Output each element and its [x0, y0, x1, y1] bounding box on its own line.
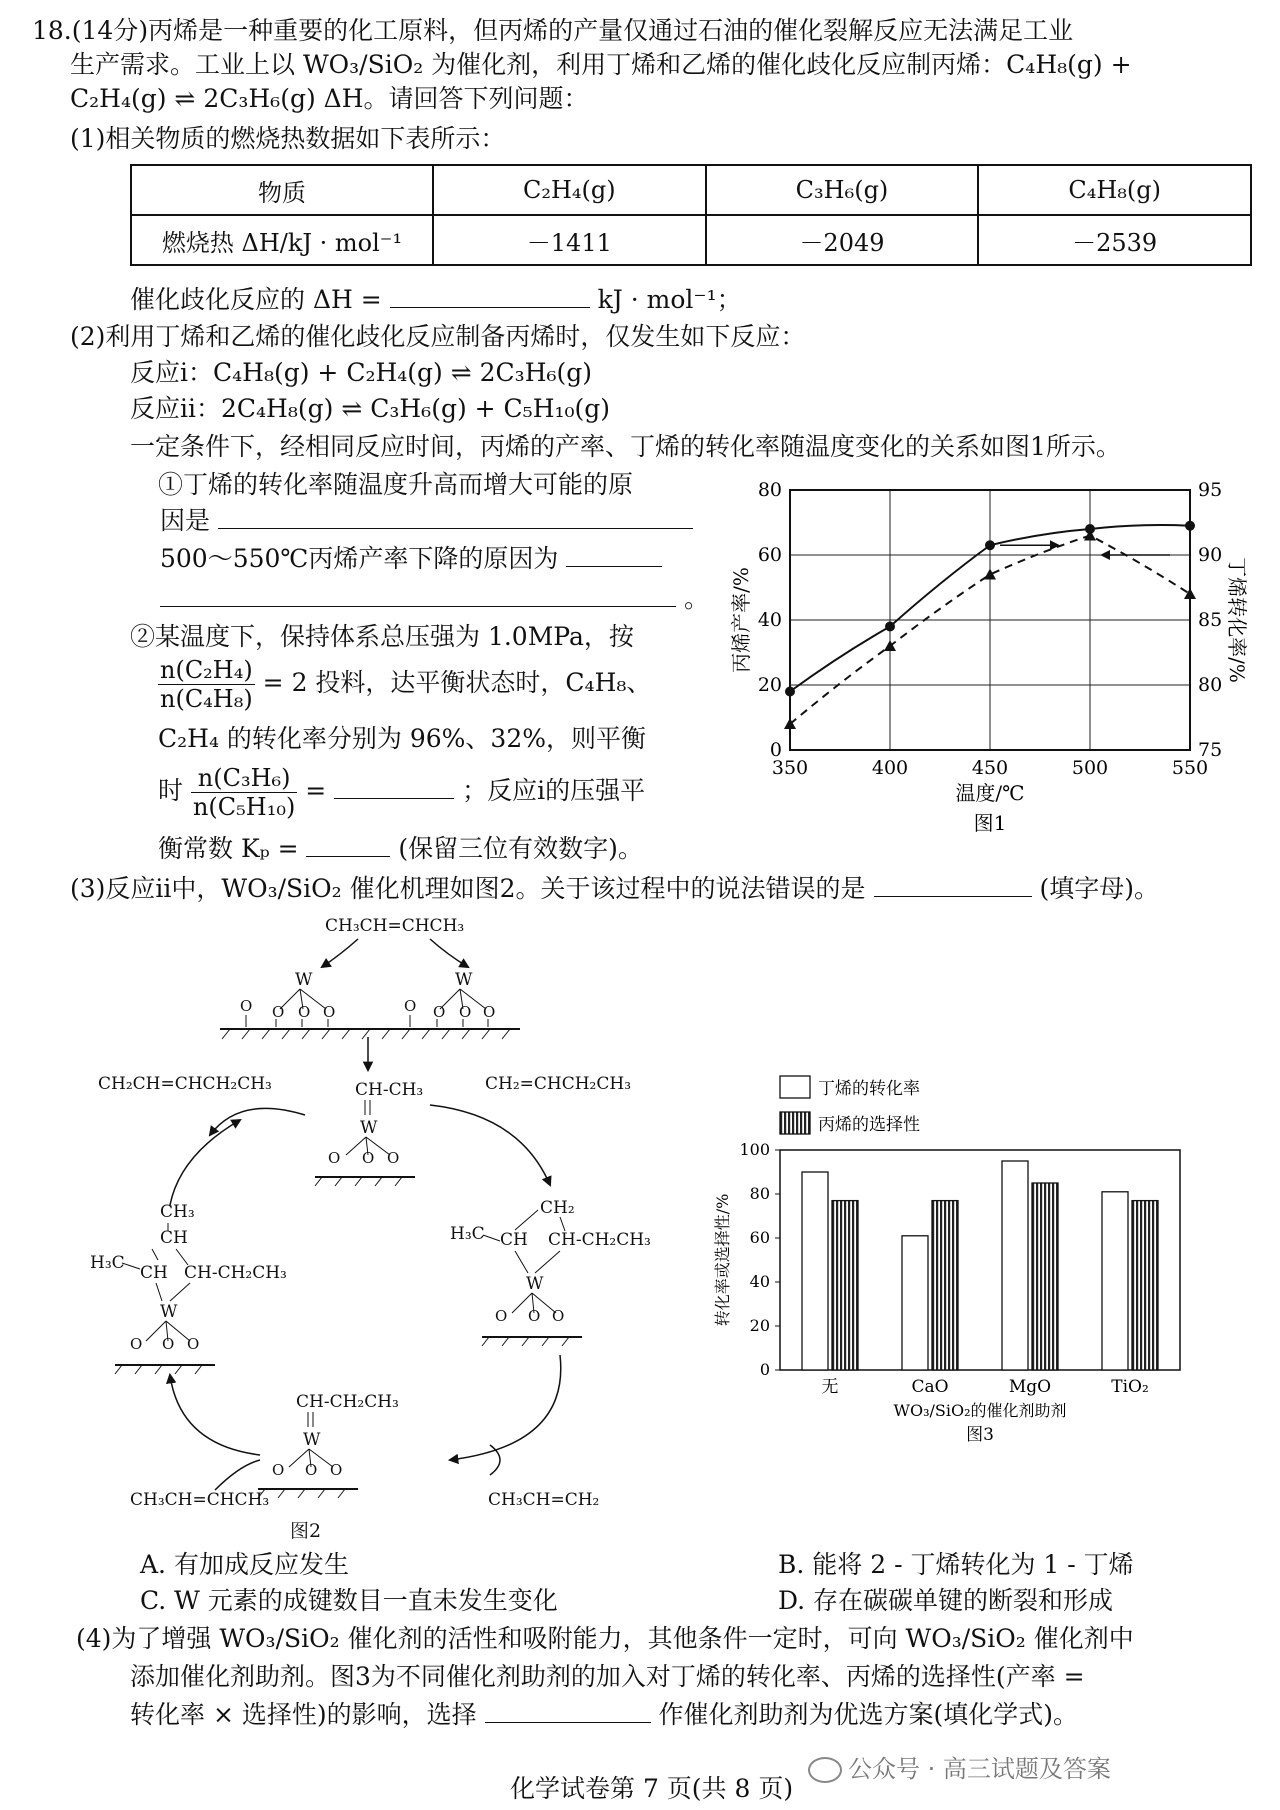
o-atom: O [187, 1335, 200, 1353]
part1-answer-line [130, 283, 742, 317]
w-atom: W [526, 1274, 544, 1294]
part2-q2-line5 [158, 832, 643, 866]
species-top: CH₃CH=CHCH₃ [325, 916, 465, 936]
part2-q2-equals: = [305, 776, 327, 805]
y2-tick-label: 80 [1198, 674, 1223, 696]
product-ratio-fraction [191, 764, 297, 821]
x-tick-label: 无 [821, 1377, 839, 1397]
figure1-chart [729, 470, 1249, 850]
w-atom: W [295, 970, 313, 990]
y-tick-label: 40 [749, 1272, 770, 1291]
part4-line1: (4)为了增强 WO₃/SiO₂ 催化剂的活性和吸附能力，其他条件一定时，可向 WO₃/SiO₂ 催化剂中 [76, 1624, 1134, 1653]
heat-table-header-cell: 物质 [131, 165, 433, 215]
bar-butene-conversion [1102, 1192, 1128, 1370]
surface-site [404, 970, 495, 1027]
data-point [1185, 521, 1195, 531]
part2-q2-line2 [158, 656, 651, 713]
part1-title: (1)相关物质的燃烧热数据如下表所示： [70, 124, 506, 153]
bar-butene-conversion [802, 1172, 828, 1370]
legend-label: 丁烯的转化率 [818, 1079, 920, 1099]
w-atom: W [160, 1302, 178, 1322]
part4-choose-label: 转化率 × 选择性)的影响，选择 [130, 1700, 477, 1729]
answer-blank[interactable] [566, 566, 662, 567]
y-tick-label: 80 [749, 1184, 770, 1203]
part3-title [70, 872, 1159, 906]
ring-left-h3c: H₃C [90, 1253, 125, 1273]
y-tick-label: 100 [739, 1140, 770, 1159]
reaction-ii: 反应ⅱ：2C₄H₈(g) ⇌ C₃H₆(g) + C₅H₁₀(g) [130, 394, 611, 423]
w-atom: W [455, 970, 473, 990]
part2-q1-label: 因是 [160, 506, 211, 535]
o-atom: O [240, 997, 253, 1015]
part2-q1-reason-label: 500～550℃丙烯产率下降的原因为 [160, 544, 559, 573]
species-right-up: CH₂=CHCH₂CH₃ [485, 1074, 632, 1094]
part4-hint: 作催化剂助剂为优选方案(填化学式)。 [658, 1700, 1079, 1729]
ring-left-ch: CH [160, 1228, 188, 1248]
legend-swatch [780, 1112, 810, 1134]
bar-butene-conversion [1002, 1161, 1028, 1370]
o-atom: O [305, 1461, 318, 1479]
species-left-up: CH₂CH=CHCH₂CH₃ [98, 1074, 272, 1094]
fraction-denominator: n(C₅H₁₀) [192, 793, 296, 821]
chart-title: 图3 [966, 1425, 994, 1445]
heat-table-header-cell: C₃H₆(g) [706, 165, 979, 215]
answer-blank[interactable] [306, 856, 390, 857]
watermark-text: 公众号 · 高三试题及答案 [848, 1755, 1111, 1783]
data-point [985, 540, 995, 550]
option-b: B. 能将 2 - 丁烯转化为 1 - 丁烯 [778, 1550, 1134, 1579]
bar-propene-selectivity [1132, 1201, 1158, 1370]
o-atom: O [404, 997, 417, 1015]
part2-title: (2)利用丁烯和乙烯的催化歧化反应制备丙烯时，仅发生如下反应： [70, 322, 806, 351]
chart-title: 图1 [973, 811, 1007, 835]
carbene-top: CH-CH₃ [355, 1080, 424, 1100]
y2-tick-label: 95 [1198, 479, 1223, 501]
fraction-denominator: n(C₄H₈) [160, 685, 253, 713]
y2-tick-label: 85 [1198, 609, 1223, 631]
bar-butene-conversion [902, 1236, 928, 1370]
o-atom: O [328, 1149, 341, 1167]
part2-q2-line1: ②某温度下，保持体系总压强为 1.0MPa，按 [130, 622, 634, 651]
x-tick-label: CaO [911, 1377, 949, 1397]
option-a: A. 有加成反应发生 [140, 1550, 349, 1579]
part4-line2: 添加催化剂助剂。图3为不同催化剂助剂的加入对丁烯的转化率、丙烯的选择性(产率 = [130, 1662, 1085, 1691]
o-atom: O [483, 1003, 496, 1021]
page-footer: 化学试卷第 7 页(共 8 页) [510, 1774, 794, 1803]
part2-q1-period: 。 [683, 584, 709, 613]
o-atom: O [162, 1335, 175, 1353]
heat-table-cell: 燃烧热 ΔH/kJ · mol⁻¹ [131, 215, 433, 265]
y-tick-label: 20 [749, 1316, 770, 1335]
part2-q2-kp-note: (保留三位有效数字)。 [398, 834, 643, 863]
part4-line3 [130, 1698, 1078, 1732]
legend-label: 丙烯的选择性 [818, 1115, 920, 1135]
data-point [885, 622, 895, 632]
question-header-line3: C₂H₄(g) ⇌ 2C₃H₆(g) ΔH。请回答下列问题： [70, 84, 589, 113]
x-tick-label: 450 [971, 757, 1009, 779]
y-axis-label: 丙烯产率/% [729, 567, 753, 673]
bar-propene-selectivity [932, 1201, 958, 1370]
x-tick-label: 350 [771, 757, 809, 779]
indicator-arrow-head [1100, 550, 1110, 560]
x-axis-label: WO₃/SiO₂的催化剂助剂 [893, 1401, 1067, 1420]
y2-tick-label: 75 [1198, 739, 1223, 761]
y-tick-label: 60 [749, 1228, 770, 1247]
figure2-mechanism [90, 905, 710, 1545]
x-tick-label: MgO [1008, 1377, 1052, 1397]
answer-blank[interactable] [390, 307, 590, 308]
o-atom: O [272, 1461, 285, 1479]
fraction-numerator: n(C₃H₆) [191, 764, 297, 793]
heat-table-header-cell: C₂H₄(g) [433, 165, 706, 215]
part2-condition: 一定条件下，经相同反应时间，丙烯的产率、丁烯的转化率随温度变化的关系如图1所示。 [130, 432, 1121, 461]
part2-q2-line3: C₂H₄ 的转化率分别为 96%、32%，则平衡 [158, 724, 647, 753]
heat-table-cell: －2049 [706, 215, 979, 265]
surface-site [240, 970, 335, 1027]
o-atom: O [330, 1461, 343, 1479]
ring-left-side: CH-CH₂CH₃ [184, 1263, 287, 1283]
y2-axis-label: 丁烯转化率/% [1225, 557, 1249, 683]
data-point [785, 687, 795, 697]
y-tick-label: 80 [757, 479, 782, 501]
data-point [984, 569, 996, 580]
ring-right-side: CH-CH₂CH₃ [548, 1230, 651, 1250]
heat-table [130, 164, 1252, 266]
y-axis-label: 转化率或选择性/% [713, 1193, 732, 1327]
data-point [1184, 588, 1196, 599]
watermark [808, 1752, 1111, 1786]
y-tick-label: 20 [757, 674, 782, 696]
ring-left-ch2: CH [140, 1263, 168, 1283]
part1-answer-label: 催化歧化反应的 ΔH = [130, 285, 382, 314]
fraction-numerator: n(C₂H₄) [160, 656, 253, 684]
ring-right-ch2: CH₂ [540, 1198, 575, 1218]
answer-blank[interactable] [218, 528, 693, 529]
answer-blank[interactable] [160, 606, 676, 607]
y-tick-label: 60 [757, 544, 782, 566]
o-atom: O [130, 1335, 143, 1353]
x-axis-label: 温度/℃ [955, 781, 1025, 805]
o-atom: O [528, 1307, 541, 1325]
x-tick-label: 550 [1171, 757, 1209, 779]
x-tick-label: TiO₂ [1111, 1377, 1149, 1397]
heat-table-cell: －1411 [433, 215, 706, 265]
bar-propene-selectivity [832, 1201, 858, 1370]
o-atom: O [552, 1307, 565, 1325]
part2-q1-line1: ①丁烯的转化率随温度升高而增大可能的原 [158, 470, 634, 499]
y2-tick-label: 90 [1198, 544, 1223, 566]
w-atom: W [303, 1430, 321, 1450]
wechat-icon [808, 1757, 842, 1783]
reaction-i: 反应ⅰ：C₄H₈(g) + C₂H₄(g) ⇌ 2C₃H₆(g) [130, 358, 593, 387]
option-d: D. 存在碳碳单键的断裂和形成 [778, 1586, 1114, 1615]
species-left-down: CH₃CH=CHCH₃ [130, 1490, 270, 1510]
part3-hint: (填字母)。 [1039, 874, 1159, 903]
part2-q2-feed-text: = 2 投料，达平衡状态时，C₄H₈、 [262, 668, 652, 697]
carbene-bottom: CH-CH₂CH₃ [296, 1392, 399, 1412]
o-atom: O [433, 1003, 446, 1021]
ring-right-ch: CH [500, 1230, 528, 1250]
species-right-down: CH₃CH=CH₂ [488, 1490, 600, 1510]
o-atom: O [387, 1149, 400, 1167]
figure3-chart [700, 1000, 1260, 1445]
feed-ratio-fraction [158, 656, 255, 713]
o-atom: O [323, 1003, 336, 1021]
legend-swatch [780, 1076, 810, 1098]
figure2-caption: 图2 [290, 1520, 322, 1542]
option-c: C. W 元素的成键数目一直未发生变化 [140, 1586, 558, 1615]
ring-right-h3c: H₃C [450, 1224, 485, 1244]
y-tick-label: 0 [769, 739, 782, 761]
answer-blank[interactable] [334, 798, 454, 799]
part1-answer-unit: kJ · mol⁻¹； [597, 285, 742, 314]
bar-propene-selectivity [1032, 1183, 1058, 1370]
part2-q1-line4 [160, 582, 709, 616]
part2-q2-time: 时 [158, 776, 184, 805]
part2-q2-kp-intro: ；反应ⅰ的压强平 [462, 776, 646, 805]
o-atom: O [272, 1003, 285, 1021]
heat-table-cell: －2539 [978, 215, 1251, 265]
heat-table-header-cell: C₄H₈(g) [978, 165, 1251, 215]
part2-q2-kp-label: 衡常数 Kₚ = [158, 834, 299, 863]
x-tick-label: 500 [1071, 757, 1109, 779]
o-atom: O [362, 1149, 375, 1167]
part3-question: (3)反应ⅱ中，WO₃/SiO₂ 催化机理如图2。关于该过程中的说法错误的是 [70, 874, 866, 903]
o-atom: O [495, 1307, 508, 1325]
answer-blank[interactable] [485, 1722, 651, 1723]
w-atom: W [360, 1118, 378, 1138]
ring-left-ch3: CH₃ [160, 1202, 195, 1222]
x-tick-label: 400 [871, 757, 909, 779]
indicator-arrow-head [1050, 540, 1060, 550]
y-tick-label: 0 [759, 1360, 770, 1379]
answer-blank[interactable] [874, 896, 1032, 897]
part2-q2-line4 [158, 764, 645, 821]
part2-q1-line2 [160, 504, 693, 538]
question-header-line1: 18.(14分)丙烯是一种重要的化工原料，但丙烯的产量仅通过石油的催化裂解反应无法满足工业 [32, 16, 1074, 45]
y-tick-label: 40 [757, 609, 782, 631]
part2-q1-line3 [160, 542, 662, 576]
question-header-line2: 生产需求。工业上以 WO₃/SiO₂ 为催化剂，利用丁烯和乙烯的催化歧化反应制丙烯：C₄H₈(g) + [70, 50, 1132, 79]
o-atom: O [298, 1003, 311, 1021]
o-atom: O [459, 1003, 472, 1021]
